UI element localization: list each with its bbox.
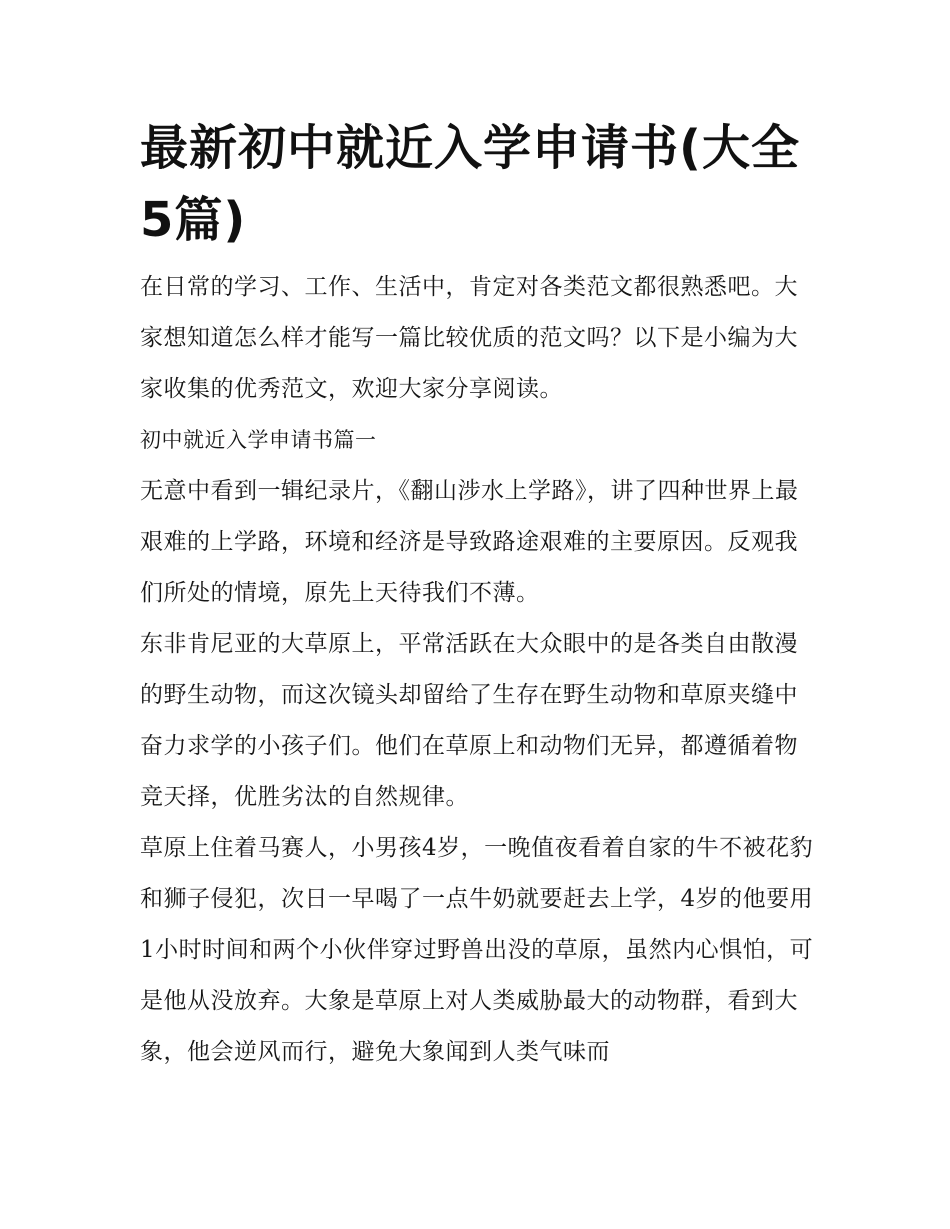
body-paragraph-2: 东非肯尼亚的大草原上，平常活跃在大众眼中的是各类自由散漫的野生动物，而这次镜头却留给了生存在野生动物和草原夹缝中奋力求学的小孩子们。他们在草原上和动物们无异，都遵循着物竞天择，优胜劣汰的自然规律。 <box>140 631 798 810</box>
document-title: 最新初中就近入学申请书(大全5篇) <box>140 120 800 248</box>
document-body <box>140 112 820 1078</box>
section-heading: 初中就近入学申请书篇一 <box>140 428 377 452</box>
intro-paragraph: 在日常的学习、工作、生活中，肯定对各类范文都很熟悉吧。大家想知道怎么样才能写一篇比较优质的范文吗？以下是小编为大家收集的优秀范文，欢迎大家分享阅读。 <box>140 274 798 402</box>
body-paragraph-3: 草原上住着马赛人，小男孩4岁，一晚值夜看着自家的牛不被花豹和狮子侵犯，次日一早喝了一点牛奶就要赶去上学，4岁的他要用1小时时间和两个小伙伴穿过野兽出没的草原，虽然内心惧怕，可是他从没放弃。大象是草原上对人类威胁最大的动物群，看到大象，他会逆风而行，避免大象闻到人类气味而 <box>140 835 814 1065</box>
body-paragraph-1: 无意中看到一辑纪录片，《翻山涉水上学路》，讲了四种世界上最艰难的上学路，环境和经济是导致路途艰难的主要原因。反观我们所处的情境，原先上天待我们不薄。 <box>140 478 799 606</box>
